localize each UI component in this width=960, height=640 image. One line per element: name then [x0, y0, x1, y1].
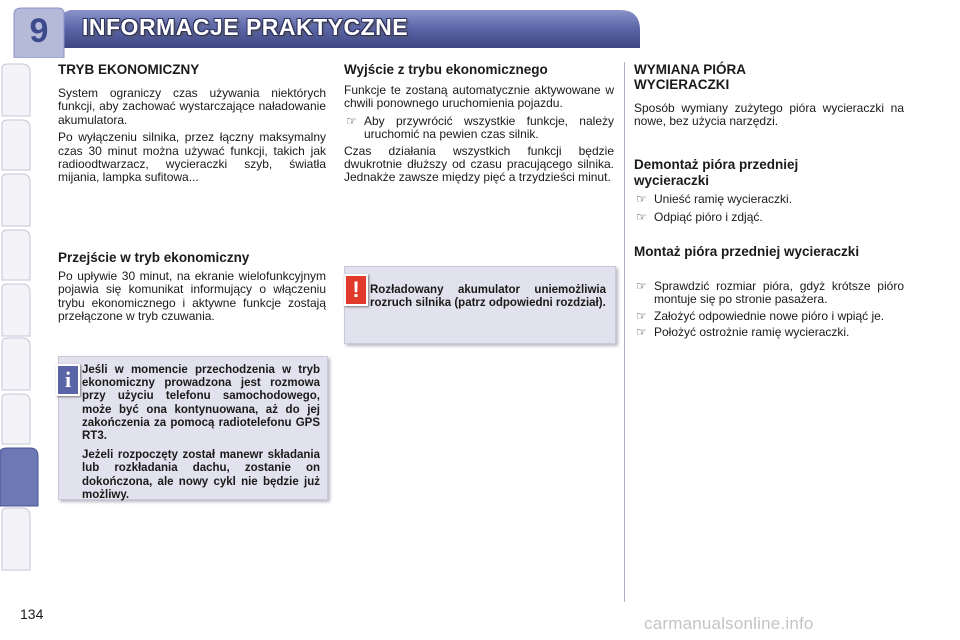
info-icon: i [56, 364, 80, 396]
paragraph: Funkcje te zostaną automatycznie aktywowane w chwili ponownego uruchomienia pojazdu. [344, 83, 614, 111]
list-item: ☞ Położyć ostrożnie ramię wycieraczki. [636, 325, 850, 340]
column-divider [624, 62, 625, 602]
watermark: carmanualsonline.info [644, 614, 814, 633]
chapter-side-tabs [0, 60, 40, 580]
section-heading-wiper-install: Montaż pióra przedniej wycieraczki [634, 244, 860, 259]
list-item: ☞ Aby przywrócić wszystkie funkcje, należy uruchomić na pewien czas silnik. [346, 113, 614, 142]
pointing-hand-icon: ☞ [346, 113, 357, 128]
pointing-hand-icon: ☞ [636, 192, 647, 206]
section-heading-enter-eco: Przejście w tryb ekonomiczny [58, 250, 250, 265]
page-title: INFORMACJE PRAKTYCZNE [82, 14, 409, 40]
paragraph: Jeżeli rozpoczęty został manewr składania lub rozkładania dachu, zostanie on dokończona, ale nowy cykl nie będzie już możliwy. [82, 449, 320, 501]
pointing-hand-icon: ☞ [636, 308, 647, 323]
removal-steps [634, 193, 904, 228]
section-heading-eco-mode: TRYB EKONOMICZNY [58, 62, 200, 77]
paragraph: Jeśli w momencie przechodzenia w tryb ekonomiczny prowadzona jest rozmowa przy użyciu telefonu samochodowego, może być ona kontynuowana, aż do jej zakończenia za pomocą radiotelefonu GPS RT3. [82, 364, 320, 443]
exit-eco-text [344, 84, 614, 189]
pointing-hand-icon: ☞ [636, 210, 647, 225]
list-item: ☞ Założyć odpowiednie nowe pióro i wpiąć je. [636, 308, 885, 323]
paragraph: Po upływie 30 minut, na ekranie wielofunkcyjnym pojawia się komunikat informujący o włączeniu trybu ekonomicznego i aktywne funkcje zostają przełączone w tryb czuwania. [58, 269, 326, 324]
pointing-hand-icon: ☞ [636, 279, 647, 293]
section-heading-wiper-removal: Demontaż pióra przedniej wycieraczki [634, 157, 799, 188]
info-box-text [82, 364, 320, 508]
page-number: 134 [20, 606, 44, 622]
paragraph: Sposób wymiany zużytego pióra wycieraczki na nowe, bez użycia narzędzi. [634, 101, 904, 129]
chapter-number: 9 [29, 12, 49, 50]
warning-text: Rozładowany akumulator uniemożliwia rozruch silnika (patrz odpowiedni rozdział). [370, 284, 606, 310]
list-item: ☞ Unieść ramię wycieraczki. [636, 192, 793, 206]
list-item: ☞ Sprawdzić rozmiar pióra, gdyż krótsze pióro montuje się po stronie pasażera. [636, 279, 904, 307]
install-steps [634, 280, 904, 343]
pointing-hand-icon: ☞ [636, 325, 647, 340]
paragraph: System ograniczy czas używania niektórych funkcji, aby zachować wystarczające naładowanie akumulatora. [58, 86, 326, 127]
eco-mode-text [58, 87, 326, 189]
warning-icon: ! [344, 274, 368, 306]
section-heading-wiper: WYMIANA PIÓRA WYCIERACZKI [634, 62, 746, 92]
paragraph: Czas działania wszystkich funkcji będzie dwukrotnie dłuższy od czasu pracującego silnika. Jednakże zawsze między pięć a trzydzieści minut. [344, 143, 614, 185]
section-heading-exit-eco: Wyjście z trybu ekonomicznego [344, 62, 548, 77]
paragraph: Po wyłączeniu silnika, przez łączny maksymalny czas 30 minut można używać funkcji, takich jak radioodtwarzacz, wycieraczki szyb, światła mijania, lampka sufitowa... [58, 130, 326, 185]
list-item: ☞ Odpiąć pióro i zdjąć. [636, 210, 763, 225]
